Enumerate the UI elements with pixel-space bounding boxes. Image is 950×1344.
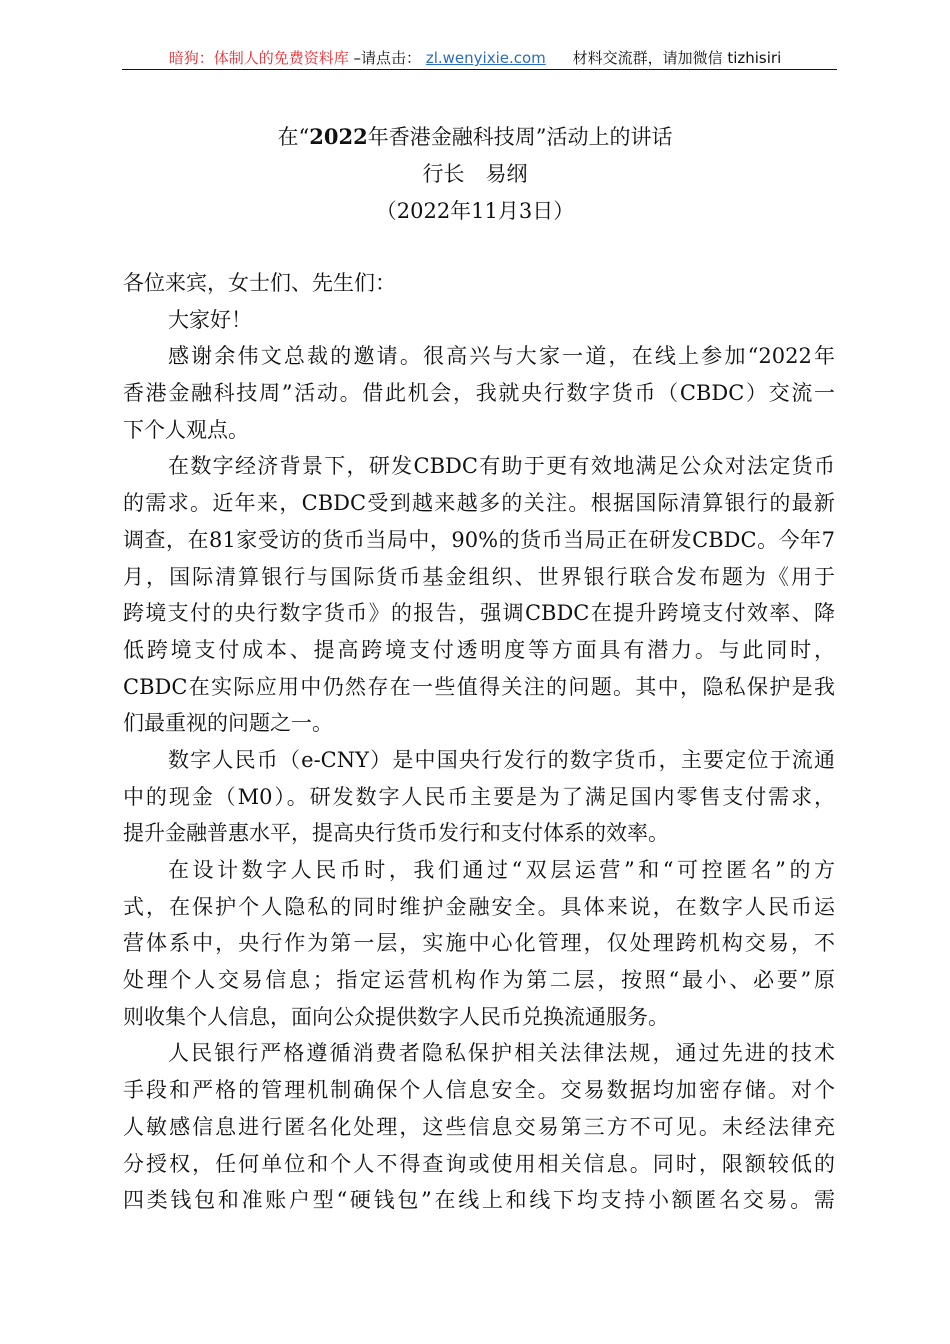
text-line: 四类钱包和准账户型“硬钱包”在线上和线下均支持小额匿名交易。需 (123, 1188, 835, 1213)
text-line: 数字人民币（e-CNY）是中国央行发行的数字货币，主要定位于流通 (168, 747, 835, 772)
text-line: 的需求。近年来，CBDC受到越来越多的关注。根据国际清算银行的最新 (123, 491, 835, 516)
title-suffix: 年香港金融科技周”活动上的讲话 (367, 125, 673, 149)
text-line: 感谢余伟文总裁的邀请。很高兴与大家一道，在线上参加“2022年 (168, 344, 835, 369)
text-line: 提升金融普惠水平，提高央行货币发行和支付体系的效率。 (123, 821, 669, 846)
text-line: 式，在保护个人隐私的同时维护金融安全。具体来说，在数字人民币运 (123, 894, 835, 919)
banner-prompt: –请点击： (353, 49, 422, 67)
text-line: 人敏感信息进行匿名化处理，这些信息交易第三方不可见。未经法律充 (123, 1114, 835, 1139)
text-line: 香港金融科技周”活动。借此机会，我就央行数字货币（CBDC）交流一 (123, 381, 835, 406)
banner-link[interactable]: zl.wenyixie.com (425, 49, 546, 67)
header-rule (122, 69, 837, 70)
header-banner (0, 47, 950, 68)
text-line: 在数字经济背景下，研发CBDC有助于更有效地满足公众对法定货币 (168, 454, 835, 479)
speech-date: （2022年11月3日） (375, 199, 575, 223)
text-line: 分授权，任何单位和个人不得查询或使用相关信息。同时，限额较低的 (123, 1151, 835, 1176)
text-line: CBDC在实际应用中仍然存在一些值得关注的问题。其中，隐私保护是我 (123, 674, 835, 699)
text-line: 人民银行严格遵循消费者隐私保护相关法律法规，通过先进的技术 (168, 1041, 835, 1066)
banner-site-name: 暗狗：体制人的免费资料库 (168, 49, 349, 67)
banner-wechat: 材料交流群，请加微信 tizhisiri (572, 49, 782, 67)
text-line: 大家好！ (168, 307, 252, 332)
document-title (0, 121, 950, 151)
text-line: 处理个人交易信息；指定运营机构作为第二层，按照“最小、必要”原 (123, 968, 835, 993)
text-line: 各位来宾，女士们、先生们： (123, 271, 396, 295)
document-body (123, 265, 835, 1219)
text-line: 月，国际清算银行与国际货币基金组织、世界银行联合发布题为《用于 (123, 564, 835, 589)
speaker: 行长 易纲 (422, 162, 528, 186)
text-line: 在设计数字人民币时，我们通过“双层运营”和“可控匿名”的方 (168, 858, 835, 882)
title-year: 2022 (309, 124, 368, 149)
text-line: 中的现金（M0）。研发数字人民币主要是为了满足国内零售支付需求， (123, 784, 835, 809)
text-line: 手段和严格的管理机制确保个人信息安全。交易数据均加密存储。对个 (123, 1078, 835, 1103)
text-line: 营体系中，央行作为第一层，实施中心化管理，仅处理跨机构交易，不 (123, 931, 835, 956)
text-line: 调查，在81家受访的货币当局中，90%的货币当局正在研发CBDC。今年7 (123, 527, 835, 552)
text-line: 们最重视的问题之一。 (123, 711, 333, 736)
text-line: 下个人观点。 (123, 417, 249, 442)
title-prefix: 在“ (277, 125, 310, 149)
text-line: 低跨境支付成本、提高跨境支付透明度等方面具有潜力。与此同时， (123, 637, 835, 662)
text-line: 跨境支付的央行数字货币》的报告，强调CBDC在提升跨境支付效率、降 (123, 601, 835, 626)
text-line: 则收集个人信息，面向公众提供数字人民币兑换流通服务。 (123, 1004, 669, 1029)
